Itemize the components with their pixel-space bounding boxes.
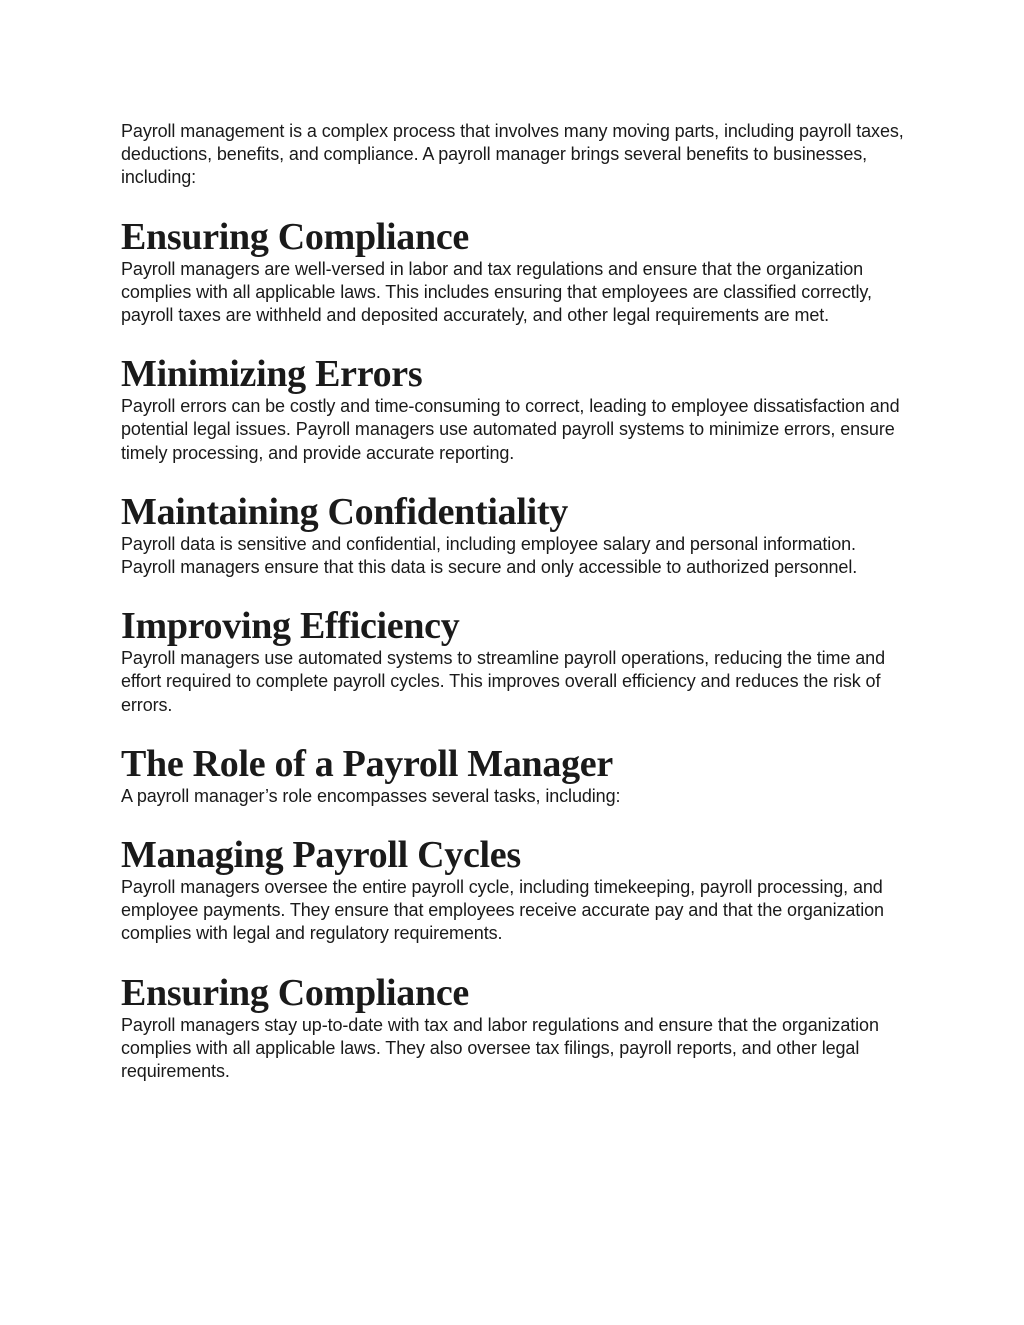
document-page [121,120,911,1109]
section-heading: Maintaining Confidentiality [121,490,568,533]
section-body: Payroll managers stay up-to-date with tax and labor regulations and ensure that the organization complies with all applicable laws. They also oversee tax filings, payroll reports, and other legal requirements. [121,1014,879,1082]
section-body: Payroll data is sensitive and confidential, including employee salary and personal information. Payroll managers ensure that this data is secure and only accessible to authorized personnel. [121,533,858,578]
section-heading: Improving Efficiency [121,605,460,648]
section-ensuring-compliance-2 [121,972,911,1084]
section-heading: Minimizing Errors [121,353,423,396]
section-body: Payroll managers are well-versed in labor and tax regulations and ensure that the organization complies with all applicable laws. This includes ensuring that employees are classified correctly, payroll taxes are withheld and deposited accurately, and other legal requirements are met. [121,258,872,326]
section-body: Payroll managers use automated systems to streamline payroll operations, reducing the time and effort required to complete payroll cycles. This improves overall efficiency and reduces the risk of errors. [121,648,885,715]
section-heading: Ensuring Compliance [121,215,469,258]
section-body: Payroll errors can be costly and time-consuming to correct, leading to employee dissatisfaction and potential legal issues. Payroll managers use automated payroll systems to minimize errors, ensure timely processing, and provide accurate reporting. [121,396,900,463]
section-minimizing-errors [121,353,911,465]
section-heading: Ensuring Compliance [121,971,469,1014]
section-heading: The Role of a Payroll Manager [121,742,613,785]
section-heading: Managing Payroll Cycles [121,834,521,877]
intro-paragraph: Payroll management is a complex process that involves many moving parts, including payroll taxes, deductions, benefits, and compliance. A payroll manager brings several benefits to businesses, including: [121,121,904,188]
section-body: A payroll manager’s role encompasses several tasks, including: [121,785,621,806]
section-body: Payroll managers oversee the entire payroll cycle, including timekeeping, payroll processing, and employee payments. They ensure that employees receive accurate pay and that the organization complies with legal and regulatory requirements. [121,877,884,944]
section-ensuring-compliance [121,216,911,328]
section-improving-efficiency [121,605,911,717]
section-managing-payroll-cycles [121,834,911,946]
section-maintaining-confidentiality [121,491,911,579]
section-role-of-payroll-manager [121,743,911,808]
